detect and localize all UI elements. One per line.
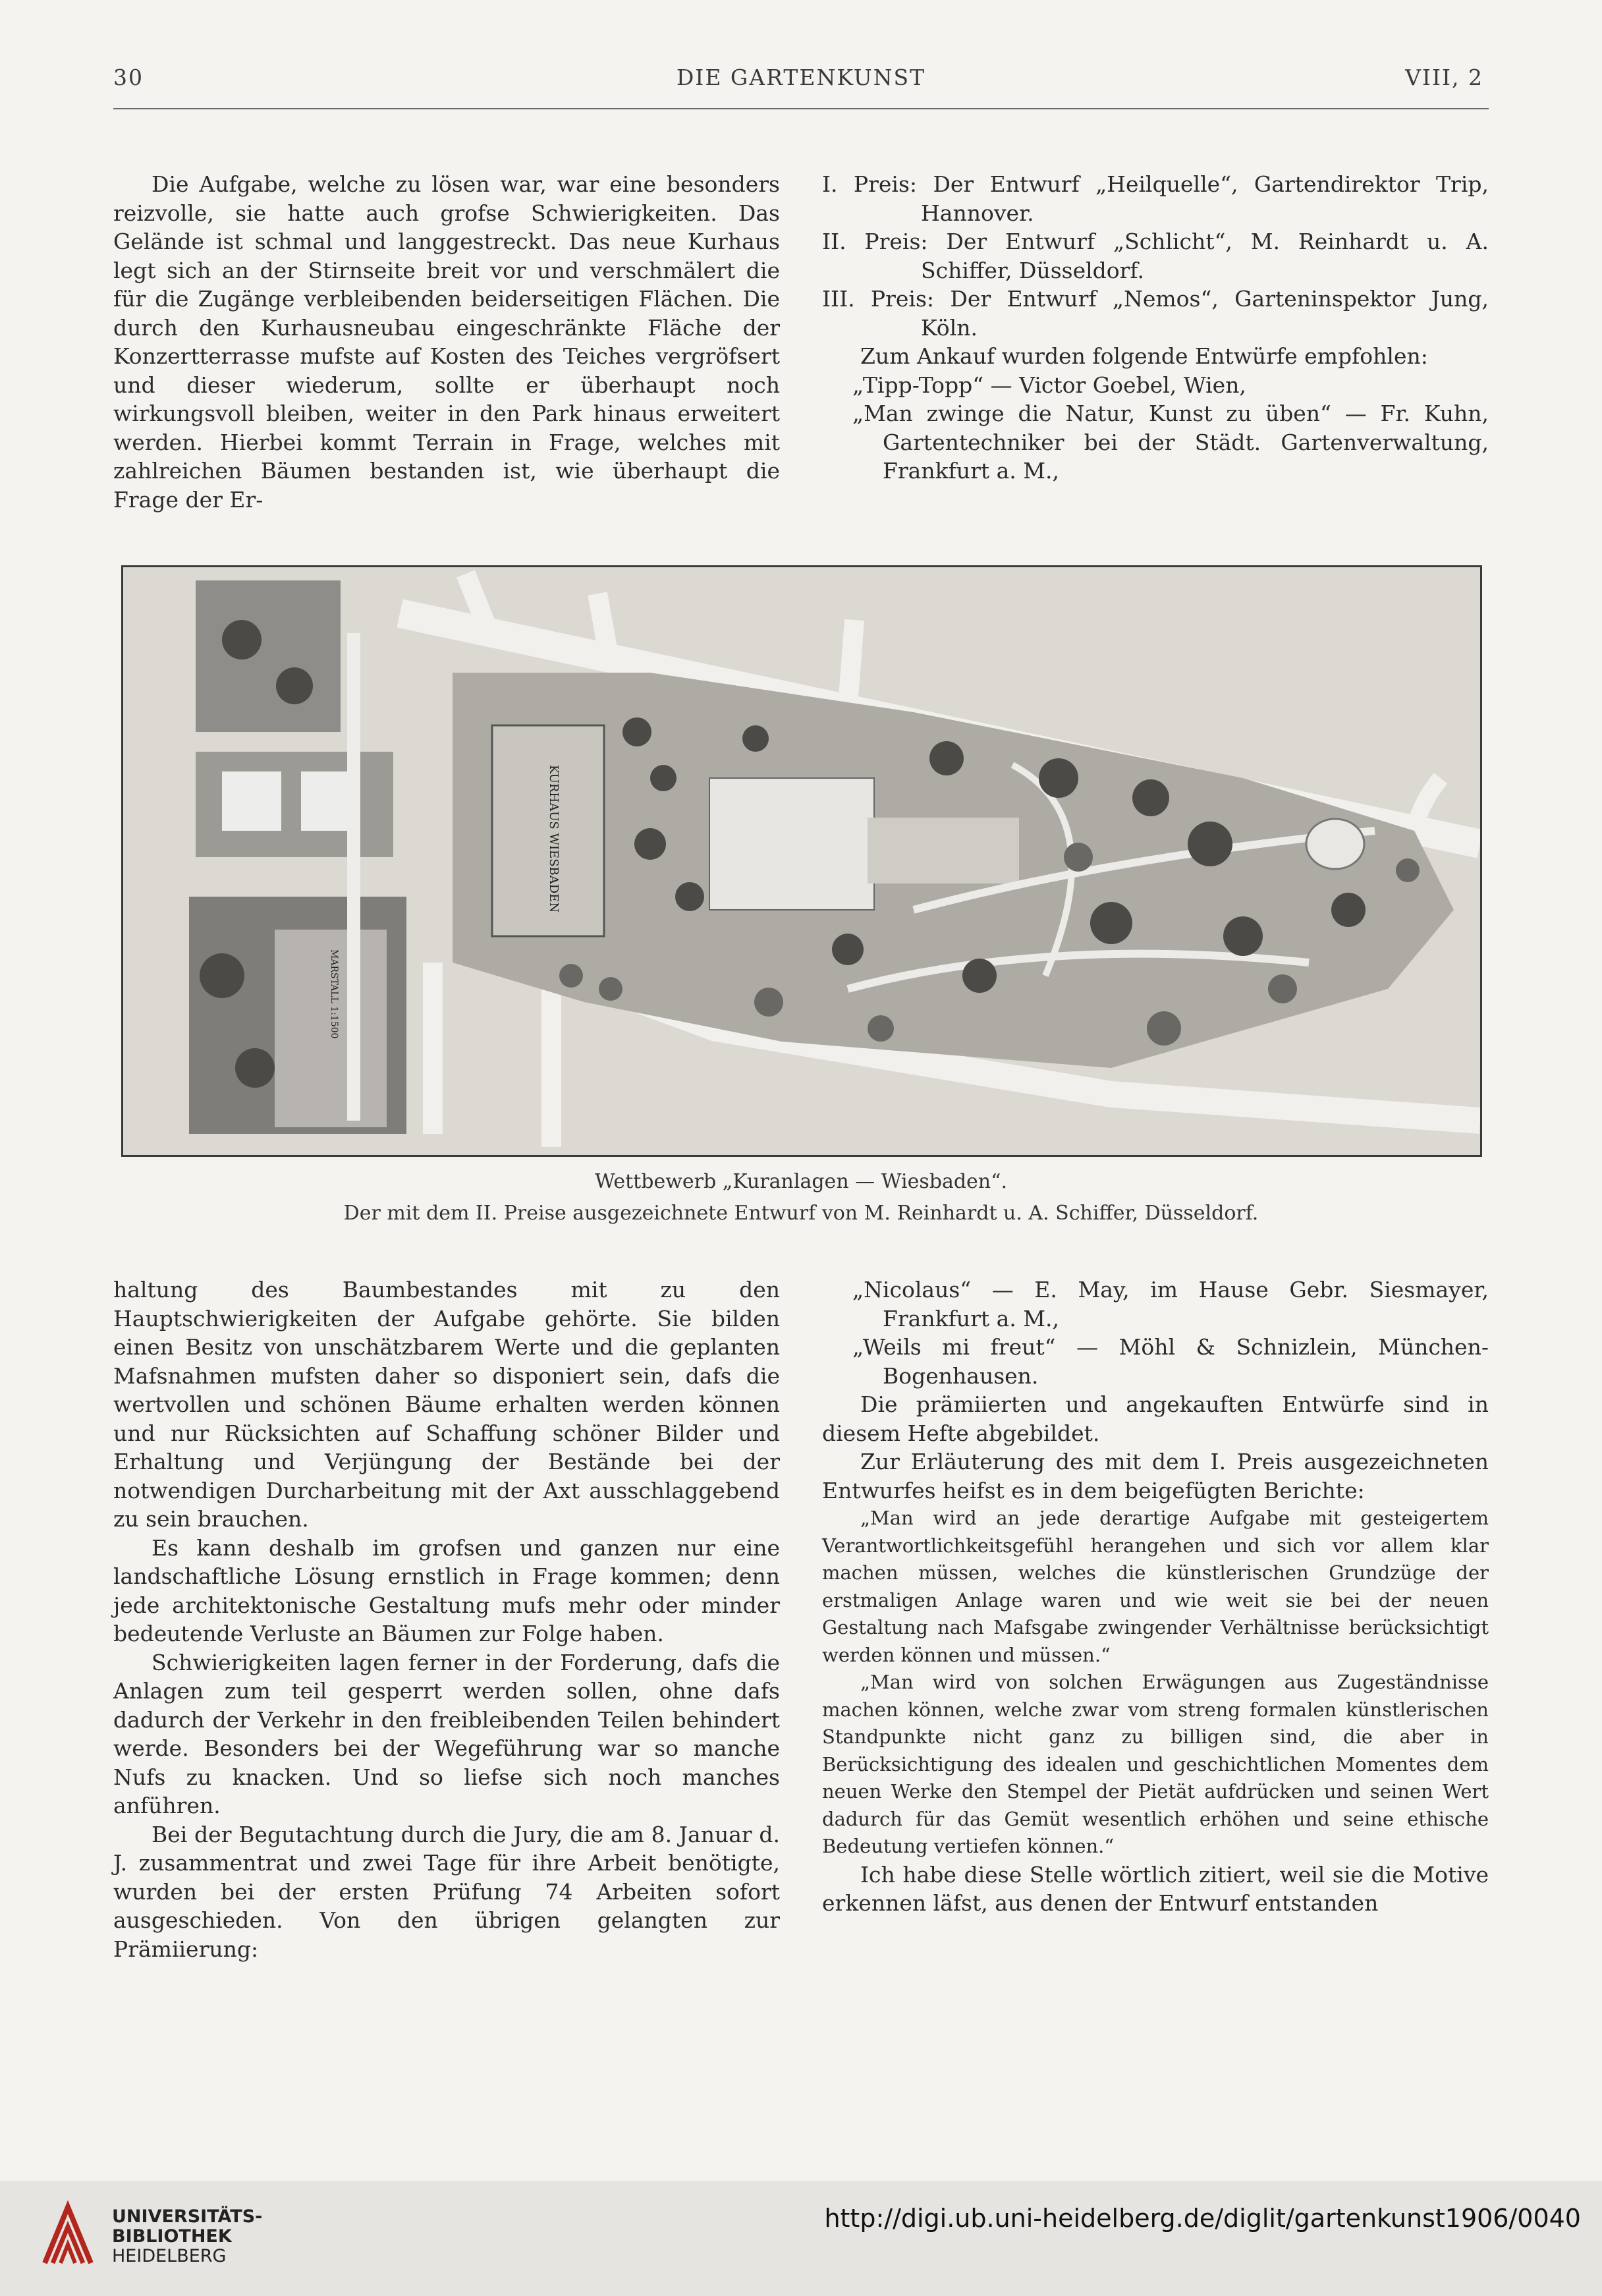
library-name-line: UNIVERSITÄTS- [112, 2206, 263, 2227]
purchase-entry: „Nicolaus“ — E. May, im Hause Gebr. Siesmayer, Frankfurt a. M., [852, 1277, 1489, 1331]
purchase-entry: „Man zwinge die Natur, Kunst zu üben“ — Fr. Kuhn, Gartentechniker bei der Städt. Gartenverwaltung, Frankfurt a. M., [852, 401, 1489, 484]
site-plan-drawing [123, 567, 1480, 1155]
figure-caption-credit: Der mit dem II. Preise ausgezeichnete Entwurf von M. Reinhardt u. A. Schiffer, Düsseldorf. [343, 1202, 1259, 1225]
top-left-column [113, 170, 780, 514]
quote-paragraph: „Man wird von solchen Erwägungen aus Zugeständnisse machen können, welche zwar vom streng formalen künstlerischen Standpunkte nicht ganz zu billigen sind, die aber in Berücksichtigung des idealen und geschichtlichen Momentes dem neuen Werke den Stempel der Pietät aufdrücken und seinen Wert dadurch für das Gemüt wesentlich erhöhen und seine ethische Bedeutung vertiefen können.“ [822, 1671, 1489, 1857]
prize-entry: II. Preis: Der Entwurf „Schlicht“, M. Reinhardt u. A. Schiffer, Düsseldorf. [822, 229, 1489, 283]
body-paragraph: Es kann deshalb im grofsen und ganzen nur eine landschaftliche Lösung ernstlich in Frage kommen; denn jede architektonische Gestaltung mufs mehr oder minder bedeutende Verluste an Bäumen zur Folge haben. [113, 1534, 780, 1646]
prize-entry: I. Preis: Der Entwurf „Heilquelle“, Gartendirektor Trip, Hannover. [822, 171, 1489, 226]
body-paragraph: Die Aufgabe, welche zu lösen war, war eine besonders reizvolle, sie hatte auch grofse Schwierigkeiten. Das Gelände ist schmal und langgestreckt. Das neue Kurhaus legt sich an der Stirnseite breit vor und verschmälert die für die Zugänge verbleibenden beiderseitigen Flächen. Die durch den Kurhausneubau eingeschränkte Fläche der Konzertterrasse mufste auf Kosten des Teiches vergröfsert und dieser wiederum, sollte er überhaupt noch wirkungsvoll bleiben, weiter in den Park hinaus erweitert werden. Hierbei kommt Terrain in Frage, welches mit zahlreichen Bäumen bestanden ist, wie überhaupt die Frage der Er- [113, 171, 780, 513]
purchase-entry: „Weils mi freut“ — Möhl & Schnizlein, München-Bogenhausen. [852, 1334, 1489, 1389]
purchase-entry: „Tipp-Topp“ — Victor Goebel, Wien, [852, 372, 1246, 398]
bottom-right-column [822, 1275, 1489, 1918]
header-rule [113, 108, 1489, 109]
body-paragraph: haltung des Baumbestandes mit zu den Hauptschwierigkeiten der Aufgabe gehörte. Sie bilden einen Besitz von unschätzbarem Werte und die geplanten Mafsnahmen mufsten daher so disponiert sein, dafs die wertvollen und schönen Bäume erhalten werden können und nur Rücksichten auf Schaffung schöner Bilder und Erhaltung und Verjüngung der Bestände bei der notwendigen Durcharbeitung mit der Axt ausschlaggebend zu sein brauchen. [113, 1277, 780, 1532]
body-paragraph: Zur Erläuterung des mit dem I. Preis ausgezeichneten Entwurfes heifst es in dem beigefügten Berichte: [822, 1449, 1489, 1503]
marstall-label: MARSTALL 1:1500 [329, 949, 339, 1039]
library-name-line: HEIDELBERG [112, 2246, 227, 2266]
figure-caption-title: Wettbewerb „Kuranlagen — Wiesbaden“. [594, 1170, 1007, 1193]
body-paragraph: Bei der Begutachtung durch die Jury, die am 8. Januar d. J. zusammentrat und zwei Tage für ihre Arbeit benötigte, wurden bei der ersten Prüfung 74 Arbeiten sofort ausgeschieden. Von den übrigen gelangten zur Prämiierung: [113, 1821, 780, 1962]
bottom-left-column [113, 1275, 780, 1963]
library-name [112, 2207, 262, 2266]
library-logo-icon [38, 2197, 97, 2273]
running-title: DIE GARTENKUNST [676, 65, 926, 90]
quote-paragraph: „Man wird an jede derartige Aufgabe mit gesteigertem Verantwortlichkeitsgefühl herangehen und sich vor allem klar machen müssen, welches die künstlerischen Grundzüge der erstmaligen Anlage waren und wie weit sie bei der neuen Gestaltung nach Mafsgabe zwingender Verhältnisse berücksichtigt werden können und müssen.“ [822, 1507, 1489, 1666]
body-paragraph: Ich habe diese Stelle wörtlich zitiert, weil sie die Motive erkennen läfst, aus denen der Entwurf entstanden [822, 1861, 1489, 1916]
library-name-line: BIBLIOTHEK [112, 2226, 232, 2247]
prize-entry: III. Preis: Der Entwurf „Nemos“, Garteninspektor Jung, Köln. [822, 286, 1489, 341]
body-paragraph: Die prämiierten und angekauften Entwürfe sind in diesem Hefte abgebildet. [822, 1391, 1489, 1446]
purchase-intro: Zum Ankauf wurden folgende Entwürfe empfohlen: [860, 343, 1428, 369]
issue-number: VIII, 2 [1405, 65, 1483, 90]
body-paragraph: Schwierigkeiten lagen ferner in der Forderung, dafs die Anlagen zum teil gesperrt werden sollen, ohne dafs dadurch der Verkehr in den freibleibenden Teilen behindert werde. Besonders bei der Wegeführung war so manche Nufs zu knacken. Und so liefse sich noch manches anführen. [113, 1649, 780, 1818]
source-url-link[interactable]: http://digi.ub.uni-heidelberg.de/diglit/gartenkunst1906/0040 [824, 2204, 1581, 2233]
page-number: 30 [113, 65, 144, 90]
site-plan-figure [121, 565, 1482, 1157]
top-right-column [822, 170, 1489, 486]
kurhaus-label: KURHAUS WIESBADEN [547, 765, 561, 913]
